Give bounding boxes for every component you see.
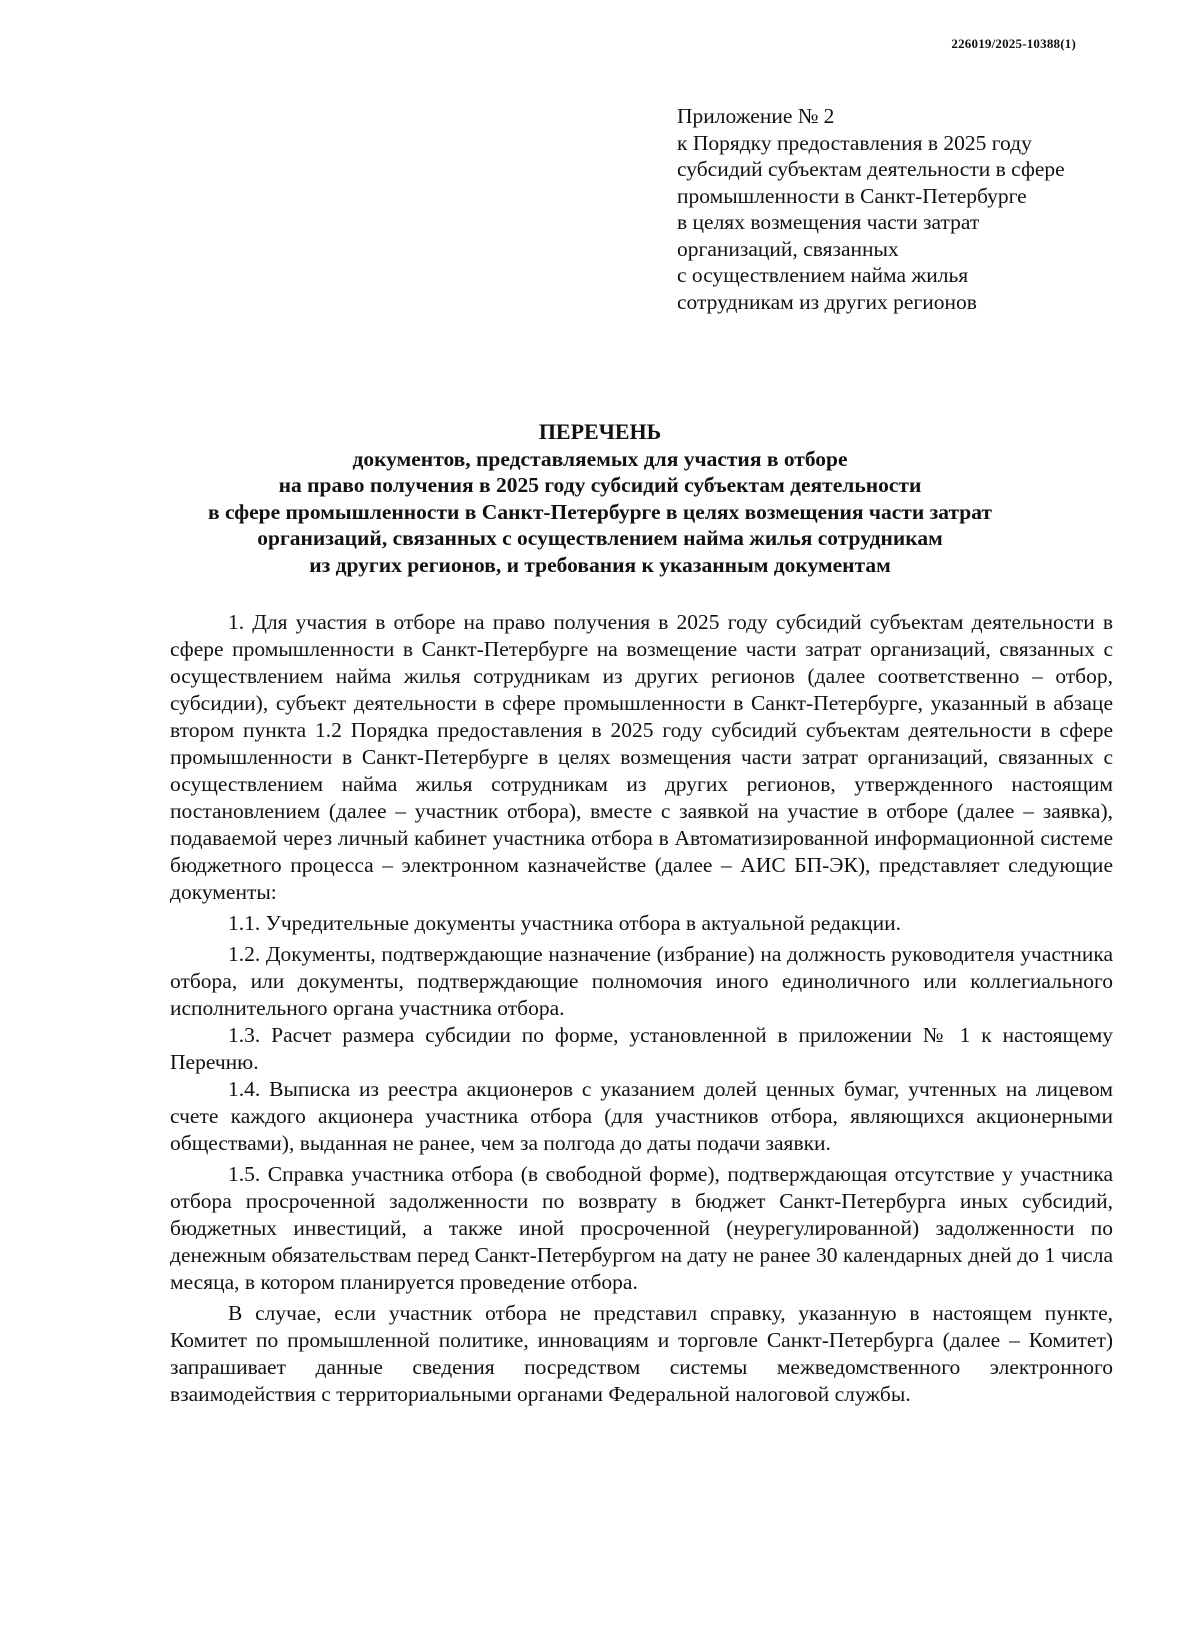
paragraph-note: В случае, если участник отбора не представил справку, указанную в настоящем пункте, Комитет по промышленной политике, инновациям и торговле Санкт-Петербурга (далее – Комитет) запрашивает данные сведения посредством системы межведомственного электронного взаимодействия с территориальными органами Федеральной налоговой службы. bbox=[170, 1301, 1113, 1406]
subtitle-line: организаций, связанных с осуществлением найма жилья сотрудникам bbox=[257, 526, 943, 550]
subtitle-line: документов, представляемых для участия в отборе bbox=[352, 446, 848, 471]
document-title-block bbox=[150, 419, 1050, 578]
appendix-line: организаций, связанных bbox=[677, 236, 899, 261]
paragraph-1-3: 1.3. Расчет размера субсидии по форме, установленной в приложении № 1 к настоящему Перечню. bbox=[170, 1023, 1113, 1074]
paragraph-1-2: 1.2. Документы, подтверждающие назначение (избрание) на должность руководителя участника отбора, или документы, подтверждающие полномочия иного единоличного или коллегиального исполнительного органа участника отбора. bbox=[170, 942, 1113, 1020]
document-body bbox=[170, 609, 1113, 1408]
appendix-line: промышленности в Санкт-Петербурге bbox=[677, 183, 1027, 208]
appendix-line: Приложение № 2 bbox=[677, 104, 835, 128]
paragraph-1-5: 1.5. Справка участника отбора (в свободной форме), подтверждающая отсутствие у участника отбора просроченной задолженности по возврату в бюджет Санкт-Петербурга иных субсидий, бюджетных инвестиций, а также иной просроченной (неурегулированной) задолженности по денежным обязательствам перед Санкт-Петербургом на дату не ранее 30 календарных дней до 1 числа месяца, в котором планируется проведение отбора. bbox=[170, 1162, 1113, 1294]
document-title: ПЕРЕЧЕНЬ bbox=[538, 419, 662, 444]
subtitle-line: из других регионов, и требования к указанным документам bbox=[309, 552, 891, 577]
registration-number: 226019/2025-10388(1) bbox=[951, 36, 1076, 51]
appendix-line: с осуществлением найма жилья bbox=[677, 263, 969, 287]
subtitle-line: на право получения в 2025 году субсидий субъектам деятельности bbox=[278, 473, 922, 497]
appendix-line: сотрудникам из других регионов bbox=[677, 289, 977, 314]
subtitle-line: в сфере промышленности в Санкт-Петербурге в целях возмещения части затрат bbox=[208, 499, 992, 524]
appendix-line: субсидий субъектам деятельности в сфере bbox=[677, 157, 1065, 181]
appendix-line: в целях возмещения части затрат bbox=[677, 210, 980, 234]
appendix-header bbox=[677, 103, 1137, 315]
paragraph-1: 1. Для участия в отборе на право получения в 2025 году субсидий субъектам деятельности в сфере промышленности в Санкт-Петербурге на возмещение части затрат организаций, связанных с осуществлением найма жилья сотрудникам из других регионов (далее соответственно – отбор, субсидии), субъект деятельности в сфере промышленности в Санкт-Петербурге, указанный в абзаце втором пункта 1.2 Порядка предоставления в 2025 году субсидий субъектам деятельности в сфере промышленности в Санкт-Петербурге в целях возмещения части затрат организаций, связанных с осуществлением найма жилья сотрудникам из других регионов, утвержденного настоящим постановлением (далее – участник отбора), вместе с заявкой на участие в отборе (далее – заявка), подаваемой через личный кабинет участника отбора в Автоматизированной информационной системе бюджетного процесса – электронном казначействе (далее – АИС БП-ЭК), представляет следующие документы: bbox=[170, 610, 1113, 904]
paragraph-1-4: 1.4. Выписка из реестра акционеров с указанием долей ценных бумаг, учтенных на лицевом счете каждого акционера участника отбора (для участников отбора, являющихся акционерными обществами), выданная не ранее, чем за полгода до даты подачи заявки. bbox=[170, 1077, 1113, 1155]
paragraph-1-1: 1.1. Учредительные документы участника отбора в актуальной редакции. bbox=[228, 911, 901, 935]
appendix-line: к Порядку предоставления в 2025 году bbox=[677, 130, 1032, 155]
